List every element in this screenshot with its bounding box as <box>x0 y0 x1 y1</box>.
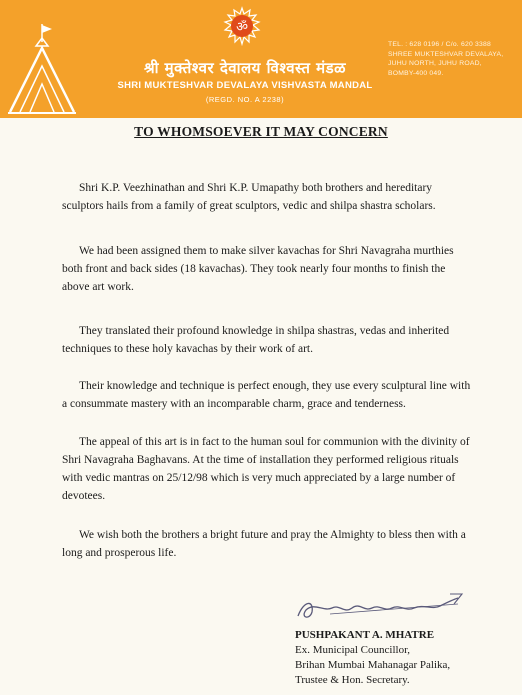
paragraph <box>62 179 474 215</box>
contact-address-line: BOMBY-400 049. <box>388 69 444 77</box>
paragraph-text: They translated their profound knowledge in shilpa shastras, vedas and inherited techniques to these holy kavachas by their work of art. <box>62 325 450 355</box>
contact-block <box>388 40 518 78</box>
signatory-block <box>295 628 450 688</box>
signatory-title: Trustee & Hon. Secretary. <box>295 674 410 686</box>
contact-address-line: JUHU NORTH, JUHU ROAD, <box>388 60 482 67</box>
handwritten-signature <box>290 590 480 624</box>
om-emblem-icon <box>222 6 262 46</box>
paragraph <box>62 433 474 505</box>
paragraph-text: We had been assigned them to make silver kavachas for Shri Navagraha murthies both front and back sides (18 kavachas). They took nearly four months to finish the above art work. <box>62 245 454 293</box>
paragraph <box>62 526 474 562</box>
om-symbol: ॐ <box>236 20 248 35</box>
signatory-title: Brihan Mumbai Mahanagar Palika, <box>295 659 451 671</box>
contact-phone: TEL. : 628 0196 / C/o. 620 3388 <box>388 41 491 48</box>
paragraph-text: The appeal of this art is in fact to the human soul for communion with the divinity of Shri Navagraha Baghavans. At the time of installation they performed religious rituals with vedic mantras on 25/12/98 which is very much appreciated by a large number of devotees. <box>62 436 470 502</box>
temple-icon <box>6 22 78 118</box>
trust-name-english: SHRI MUKTESHVAR DEVALAYA VISHVASTA MANDAL <box>117 80 373 91</box>
registration-number: (REGD. NO. A 2238) <box>205 95 285 104</box>
paragraph <box>62 242 474 296</box>
paragraph-text: Their knowledge and technique is perfect enough, they use every sculptural line with a consummate mastery with an incomparable charm, grace and tenderness. <box>62 380 471 410</box>
trust-name-hindi: श्री मुक्तेश्वर देवालय विश्वस्त मंडळ <box>143 59 347 77</box>
paragraph <box>62 377 474 413</box>
letterhead-band <box>0 0 522 118</box>
letter-title: TO WHOMSOEVER IT MAY CONCERN <box>134 124 388 139</box>
signatory-title: Ex. Municipal Councillor, <box>295 644 411 656</box>
signatory-name: PUSHPAKANT A. MHATRE <box>295 629 435 641</box>
contact-address-line: SHREE MUKTESHVAR DEVALAYA, <box>388 50 504 58</box>
paragraph-text: We wish both the brothers a bright future and pray the Almighty to bless then with a long and prosperous life. <box>62 529 466 559</box>
paragraph <box>62 322 474 358</box>
paragraph-text: Shri K.P. Veezhinathan and Shri K.P. Umapathy both brothers and hereditary sculptors hails from a family of great sculptors, vedic and shilpa shastra scholars. <box>62 182 436 212</box>
